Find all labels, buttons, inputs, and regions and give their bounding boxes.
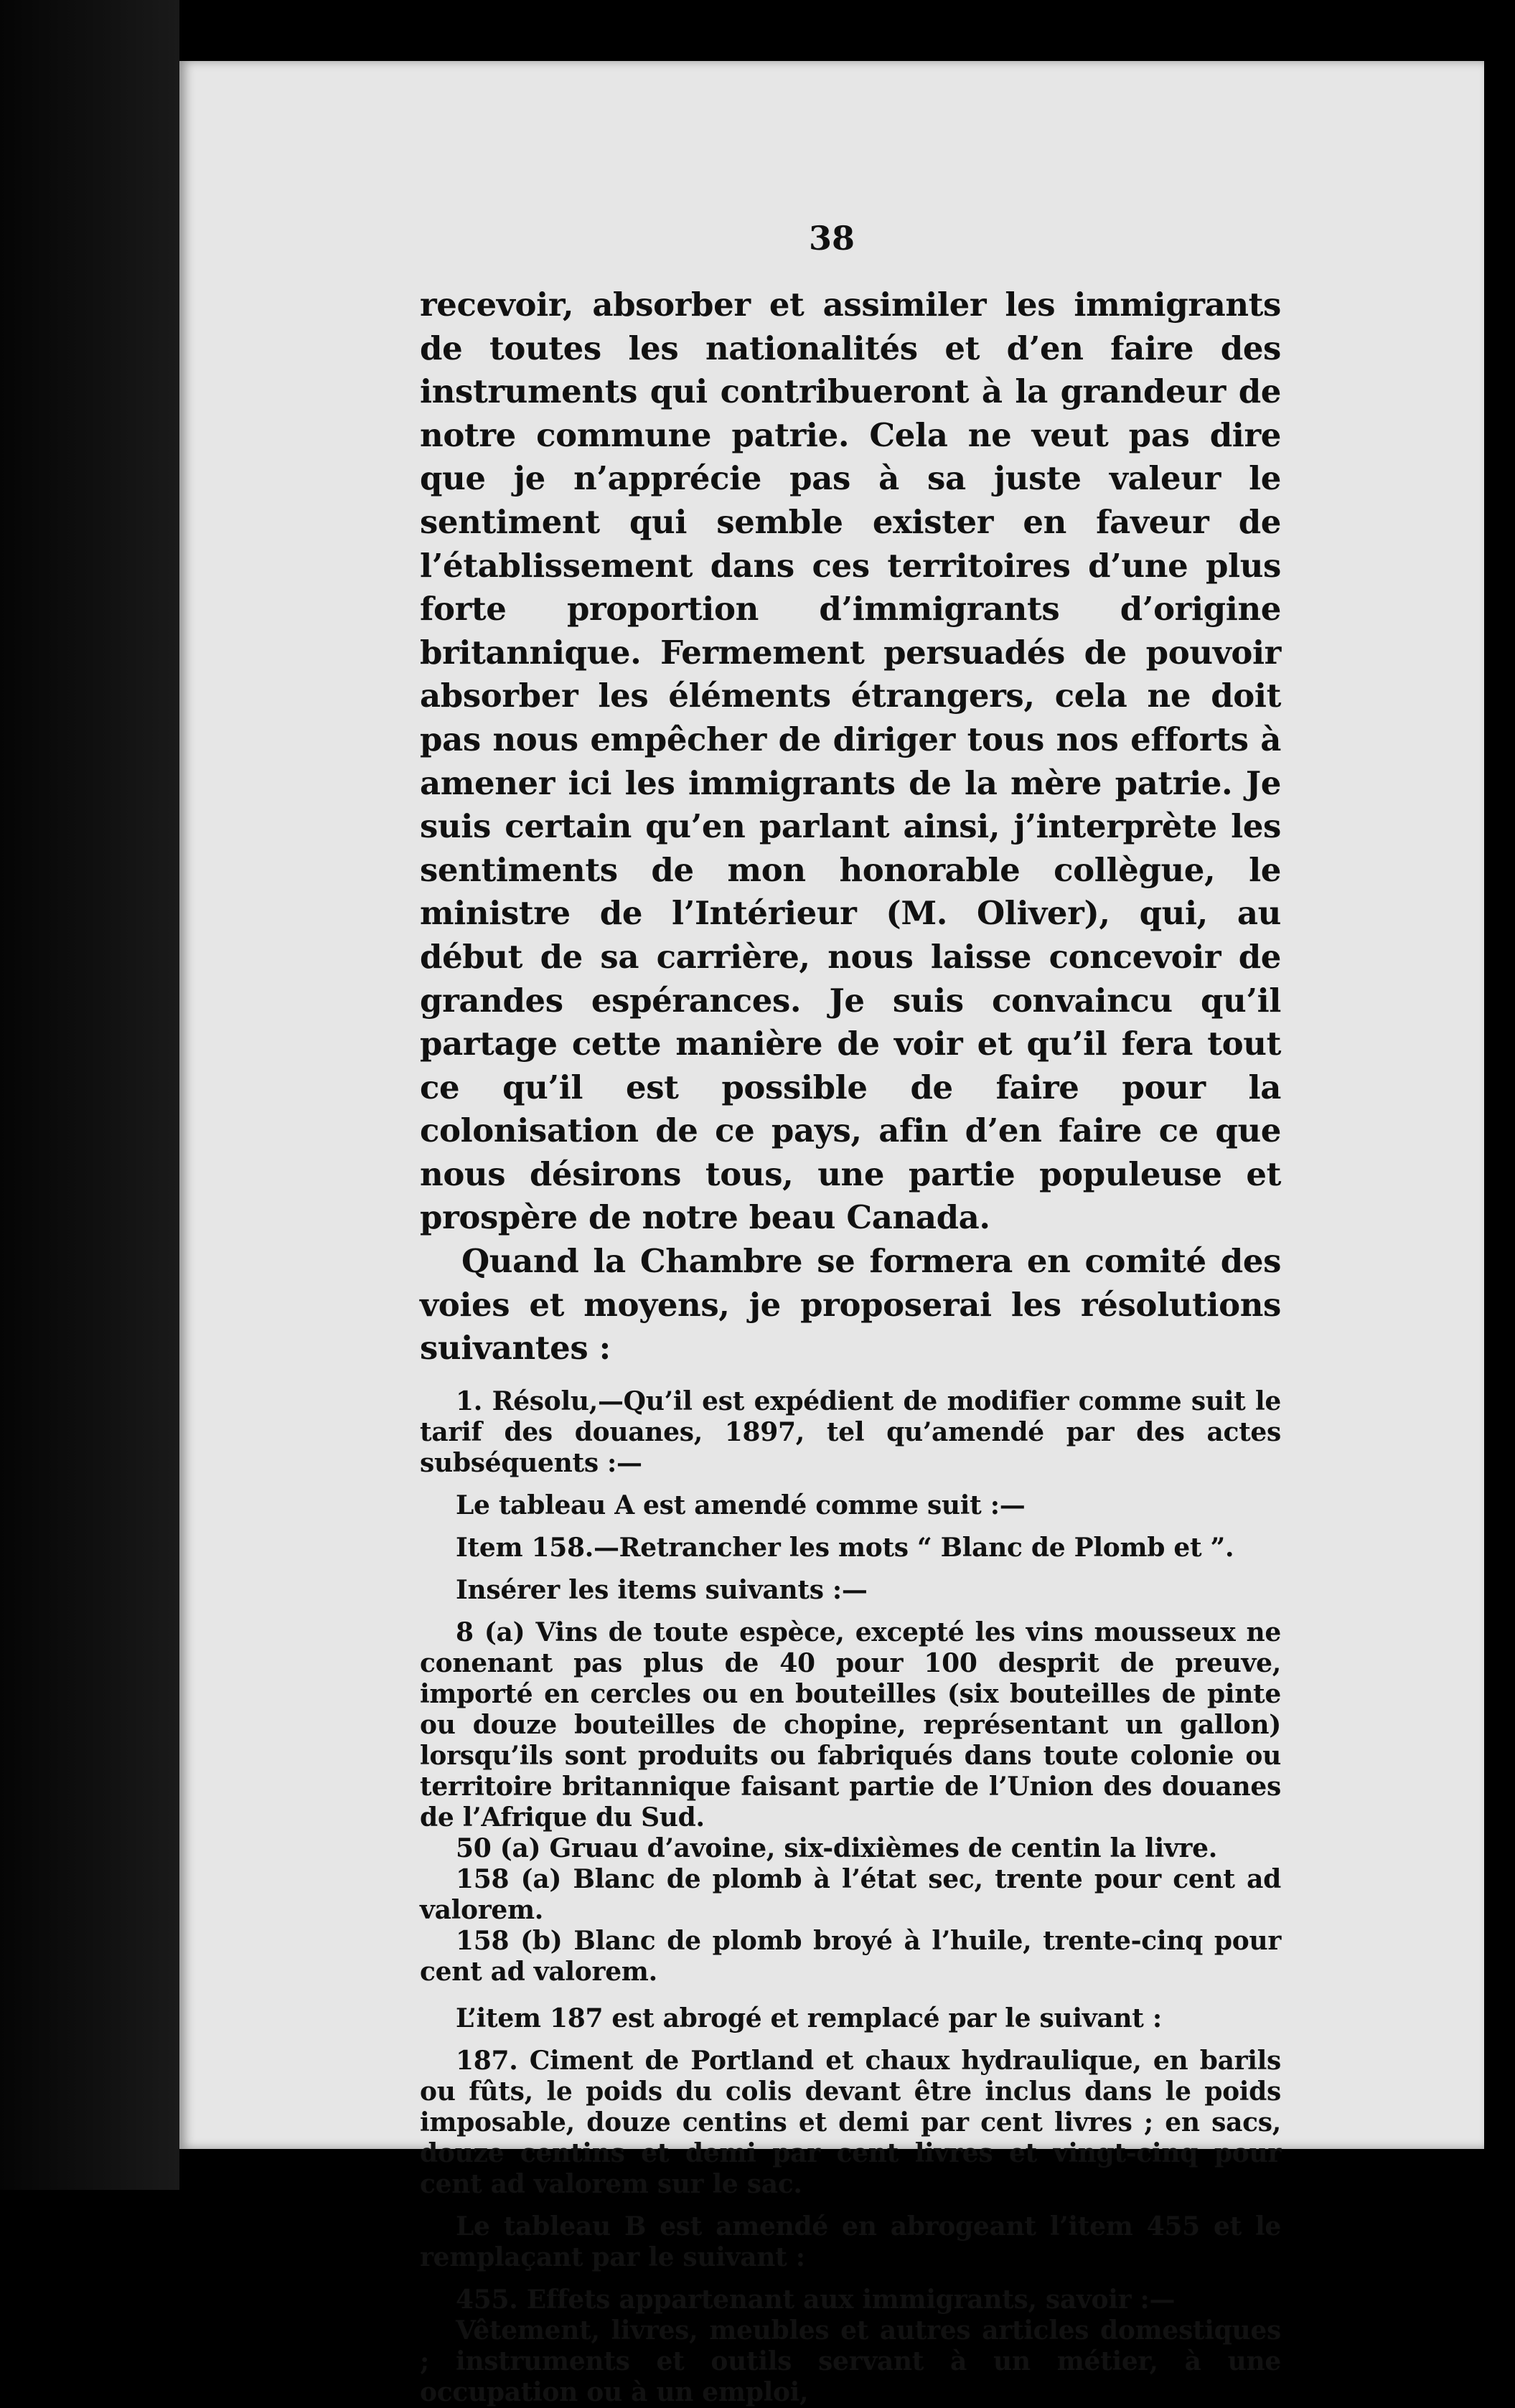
resolution-paragraph: L’item 187 est abrogé et remplacé par le suivant : (456, 2003, 1162, 2033)
main-text (420, 283, 1281, 1370)
tariff-item: 50 (a) Gruau d’avoine, six-dixièmes de centin la livre. (456, 1833, 1217, 1863)
resolution-paragraph: Le tableau A est amendé comme suit :— (456, 1490, 1026, 1520)
tariff-item: 158 (a) Blanc de plomb à l’état sec, trente pour cent ad valorem. (420, 1863, 1281, 1925)
tariff-item: 455. Effets appartenant aux immigrants, savoir :— (456, 2284, 1176, 2315)
resolution-paragraph: Le tableau B est amendé en abrogeant l’item 455 et le remplaçant par le suivant : (420, 2211, 1281, 2272)
page-content (420, 283, 1281, 2408)
resolutions-section (420, 1386, 1281, 2408)
tariff-item: 8 (a) Vins de toute espèce, excepté les vins mousseux ne conenant pas plus de 40 pour 100 desprit de preuve, importé en cercles ou en bouteilles (six bouteilles de pinte ou douze bouteilles de chopine, représentant un gallon) lorsqu’ils sont produits ou fabriqués dans toute colonie ou territoire britannique faisant partie de l’Union des douanes de l’Afrique du Sud. (420, 1617, 1281, 1833)
tariff-item: Vêtement, livres, meubles et autres articles domestiques ; instruments et outils servant à un métier, à une occupation ou à un emploi, (420, 2315, 1281, 2407)
resolution-paragraph: 1. Résolu,—Qu’il est expédient de modifier comme suit le tarif des douanes, 1897, tel qu’amendé par des actes subséquents :— (420, 1386, 1281, 1478)
body-paragraph: Quand la Chambre se formera en comité des voies et moyens, je proposerai les résolutions suivantes : (420, 1242, 1281, 1368)
resolution-paragraph: Insérer les items suivants :— (456, 1574, 868, 1605)
tariff-item: 158 (b) Blanc de plomb broyé à l’huile, trente-cinq pour cent ad valorem. (420, 1925, 1281, 1987)
tariff-item: 187. Ciment de Portland et chaux hydraulique, en barils ou fûts, le poids du colis devant être inclus dans le poids imposable, douze centins et demi par cent livres ; en sacs, douze centins et demi par cent livres et vingt-cinq pour cent ad valorem sur le sac. (420, 2045, 1281, 2199)
resolution-paragraph: Item 158.—Retrancher les mots “ Blanc de Plomb et ”. (456, 1532, 1234, 1563)
document-page (179, 61, 1484, 2407)
page-number: 38 (808, 219, 855, 258)
scan-right-border (1486, 0, 1515, 2190)
body-paragraph: recevoir, absorber et assimiler les immigrants de toutes les nationalités et d’en faire des instruments qui contribueront à la grandeur de notre commune patrie. Cela ne veut pas dire que je n’apprécie pas à sa juste valeur le sentiment qui semble exister en faveur de l’établissement dans ces territoires d’une plus forte proportion d’immigrants d’origine britannique. Fermement persuadés de pouvoir absorber les éléments étrangers, cela ne doit pas nous empêcher de diriger tous nos efforts à amener ici les immigrants de la mère patrie. Je suis certain qu’en parlant ainsi, j’interprète les sentiments de mon honorable collègue, le ministre de l’Intérieur (M. Oliver), qui, au début de sa carrière, nous laisse concevoir de grandes espérances. Je suis convaincu qu’il partage cette manière de voir et qu’il fera tout ce qu’il est possible de faire pour la colonisation de ce pays, afin d’en faire ce que nous désirons tous, une partie populeuse et prospère de notre beau Canada. (420, 286, 1281, 1237)
scan-left-border (0, 0, 179, 2190)
